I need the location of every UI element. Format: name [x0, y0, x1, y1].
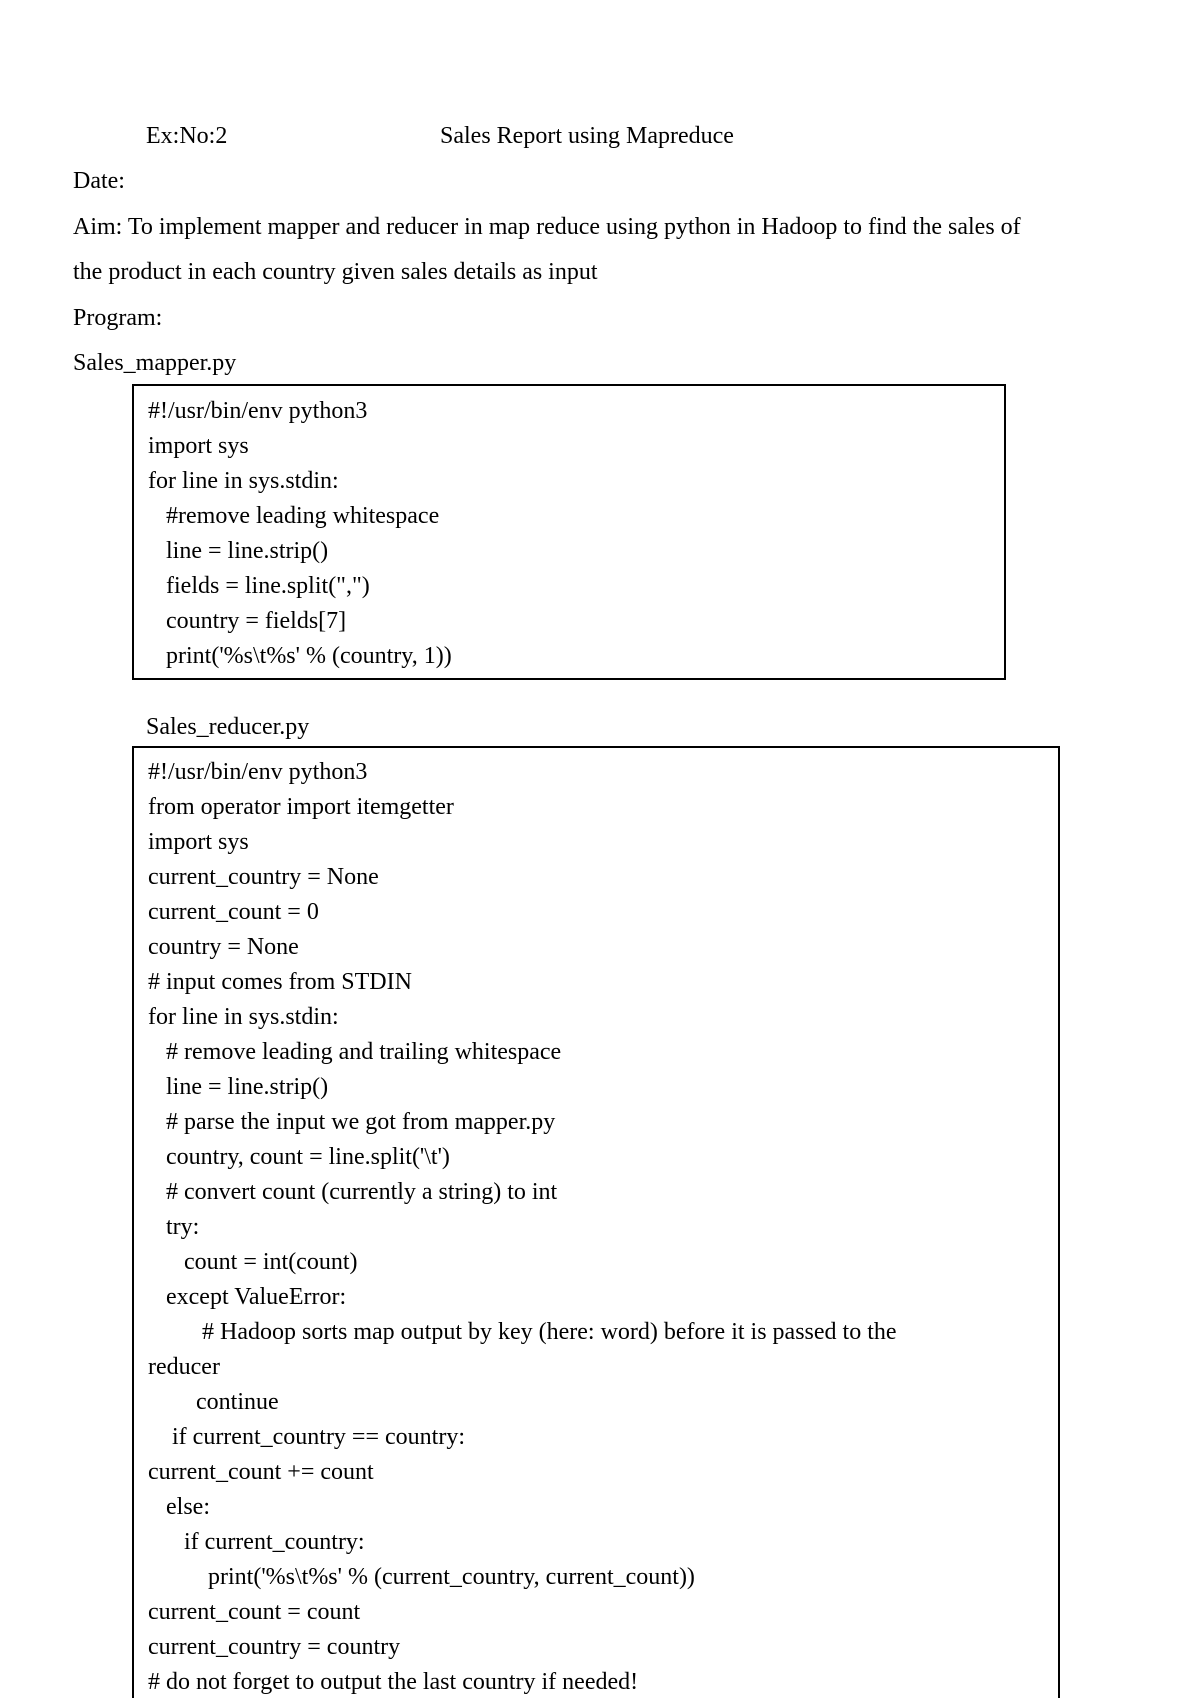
code-line: else: [148, 1494, 210, 1520]
code-line: current_country = None [148, 864, 379, 890]
mapper-filename: Sales_mapper.py [73, 350, 237, 376]
code-line: import sys [148, 433, 249, 459]
code-line: try: [148, 1214, 200, 1240]
code-line: line = line.strip() [148, 1074, 329, 1100]
code-line: for line in sys.stdin: [148, 1004, 339, 1030]
code-line: continue [148, 1389, 279, 1415]
document-title: Sales Report using Mapreduce [440, 123, 734, 149]
code-line: print('%s\t%s' % (country, 1)) [148, 643, 452, 669]
reducer-code-box [132, 746, 1060, 1698]
code-line: print('%s\t%s' % (current_country, current_count)) [148, 1564, 695, 1590]
code-line: # input comes from STDIN [148, 969, 412, 995]
code-line: count = int(count) [148, 1249, 358, 1275]
code-line: current_count += count [148, 1459, 374, 1485]
code-line: except ValueError: [148, 1284, 347, 1310]
code-line: # do not forget to output the last country if needed! [148, 1669, 639, 1695]
code-line: if current_country: [148, 1529, 365, 1555]
code-line: country = None [148, 934, 299, 960]
exercise-number: Ex:No:2 [146, 123, 228, 149]
reducer-filename: Sales_reducer.py [146, 714, 310, 740]
code-line: #!/usr/bin/env python3 [148, 759, 368, 785]
code-line: # remove leading and trailing whitespace [148, 1039, 562, 1065]
aim-line-2: the product in each country given sales details as input [73, 259, 598, 285]
code-line: # parse the input we got from mapper.py [148, 1109, 556, 1135]
code-line: #remove leading whitespace [148, 503, 440, 529]
code-line: current_country = country [148, 1634, 401, 1660]
mapper-code-box [132, 384, 1006, 680]
code-line: line = line.strip() [148, 538, 329, 564]
code-line: current_count = 0 [148, 899, 319, 925]
code-line: fields = line.split(",") [148, 573, 370, 599]
code-line: #!/usr/bin/env python3 [148, 398, 368, 424]
code-line: # Hadoop sorts map output by key (here: word) before it is passed to the [148, 1319, 897, 1345]
code-line: country, count = line.split('\t') [148, 1144, 450, 1170]
date-label: Date: [73, 168, 125, 194]
code-line: from operator import itemgetter [148, 794, 454, 820]
code-line: for line in sys.stdin: [148, 468, 339, 494]
program-label: Program: [73, 305, 163, 331]
code-line: import sys [148, 829, 249, 855]
aim-line-1: Aim: To implement mapper and reducer in map reduce using python in Hadoop to find the sales of [73, 214, 1021, 240]
code-line: reducer [148, 1354, 220, 1380]
code-line: country = fields[7] [148, 608, 347, 634]
code-line: if current_country == country: [148, 1424, 465, 1450]
code-line: current_count = count [148, 1599, 361, 1625]
code-line: # convert count (currently a string) to int [148, 1179, 558, 1205]
